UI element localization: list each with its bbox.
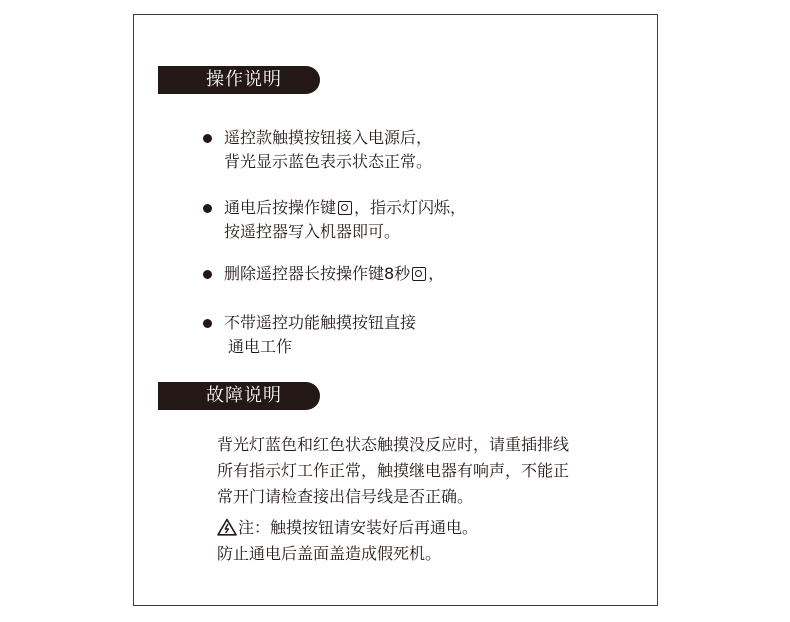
operation-key-icon [338, 201, 352, 215]
fault-line-3: 常开门请检查接出信号线是否正确。 [217, 487, 474, 506]
operation-item-4-line-2: 通电工作 [228, 337, 293, 356]
operation-item-1 [203, 126, 432, 174]
bullet-dot-icon [203, 319, 212, 328]
fault-line-2: 所有指示灯工作正常，触摸继电器有响声，不能正 [217, 461, 570, 480]
section-title-fault-text: 故障说明 [206, 385, 282, 406]
operation-item-2-text-after: ，指示灯闪烁， [354, 198, 467, 217]
warning-note-line-1 [217, 515, 478, 541]
operation-item-2-line-2: 按遥控器写入机器即可。 [224, 222, 401, 241]
operation-item-2 [203, 196, 466, 244]
operation-item-3-text-before: 删除遥控器长按操作键8秒 [224, 264, 411, 283]
operation-item-4 [203, 311, 416, 359]
fault-line-1: 背光灯蓝色和红色状态触摸没反应时，请重插排线 [217, 435, 570, 454]
warning-note [217, 515, 478, 567]
bullet-dot-icon [203, 204, 212, 213]
operation-item-1-line-1: 遥控款触摸按钮接入电源后， [224, 128, 433, 147]
operation-item-3-text-after: ， [428, 264, 445, 283]
operation-item-2-text-before: 通电后按操作键 [224, 198, 337, 217]
bullet-dot-icon [203, 270, 212, 279]
warning-note-text-1: 注：触摸按钮请安装好后再通电。 [238, 518, 479, 537]
fault-description [217, 432, 569, 510]
section-title-fault [158, 382, 320, 410]
section-title-operation [158, 66, 320, 94]
operation-item-1-line-2: 背光显示蓝色表示状态正常。 [224, 152, 433, 171]
operation-item-4-line-1: 不带遥控功能触摸按钮直接 [224, 313, 417, 332]
bullet-dot-icon [203, 134, 212, 143]
warning-icon [217, 518, 237, 536]
section-title-operation-text: 操作说明 [206, 69, 282, 90]
warning-note-line-2: 防止通电后盖面盖造成假死机。 [217, 544, 442, 563]
operation-item-3-line-1 [203, 262, 444, 286]
operation-item-3 [203, 262, 444, 286]
operation-item-2-line-1 [203, 196, 466, 220]
operation-key-icon [412, 267, 426, 281]
